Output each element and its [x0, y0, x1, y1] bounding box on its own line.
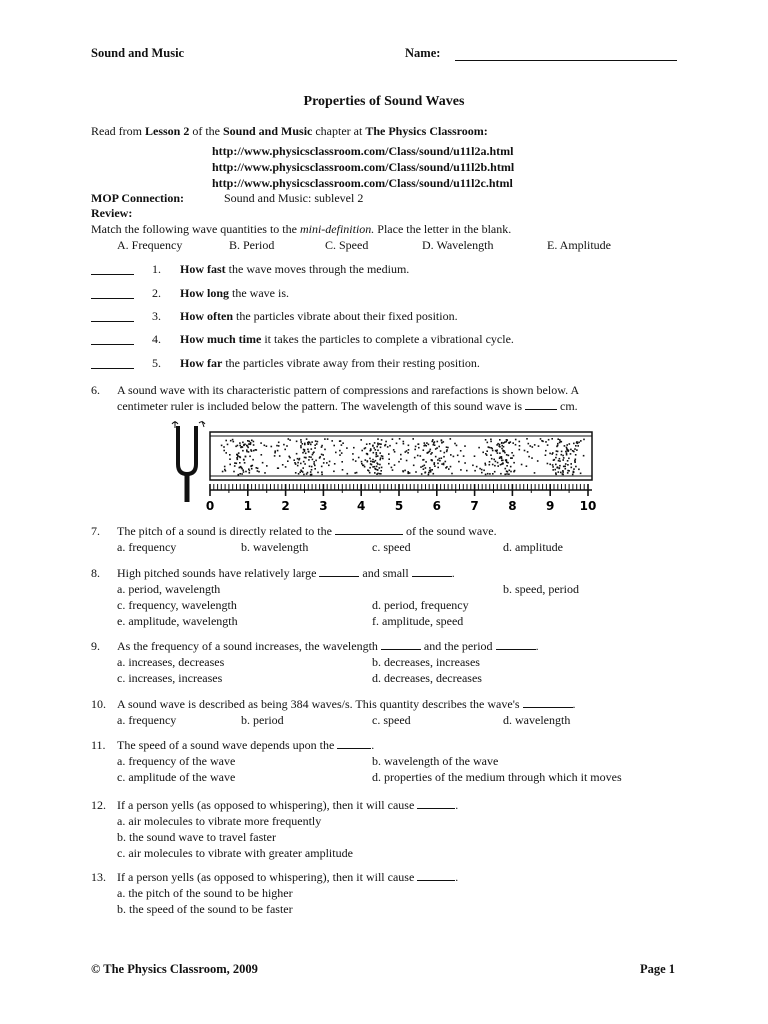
- answer-blank[interactable]: [91, 311, 134, 322]
- definition-text: How fast the wave moves through the medium.: [180, 262, 410, 276]
- answer-option[interactable]: c. increases, increases: [117, 671, 223, 685]
- answer-option[interactable]: b. wavelength: [241, 540, 309, 554]
- choice-b: B. Period: [229, 238, 275, 252]
- tuning-fork-icon: [172, 421, 205, 502]
- question-number: 7.: [91, 524, 100, 538]
- answer-option[interactable]: a. increases, decreases: [117, 655, 225, 669]
- question-stem: High pitched sounds have relatively large and small .: [117, 566, 455, 580]
- definition-number: 5.: [152, 356, 161, 370]
- answer-option[interactable]: f. amplitude, speed: [372, 614, 464, 628]
- answer-blank[interactable]: [337, 738, 371, 749]
- q6-line1: A sound wave with its characteristic pattern of compressions and rarefactions is shown below. A: [117, 383, 580, 397]
- answer-blank[interactable]: [91, 358, 134, 369]
- answer-blank[interactable]: [91, 288, 134, 299]
- question-stem: The speed of a sound wave depends upon the .: [117, 738, 375, 752]
- q6-number: 6.: [91, 383, 100, 397]
- question-number: 13.: [91, 870, 106, 884]
- ruler-label: 3: [319, 499, 328, 513]
- answer-blank[interactable]: [91, 264, 134, 275]
- answer-option[interactable]: d. amplitude: [503, 540, 563, 554]
- ruler-label: 5: [394, 499, 404, 513]
- choice-d: D. Wavelength: [422, 238, 494, 252]
- answer-option[interactable]: c. air molecules to vibrate with greater amplitude: [117, 846, 353, 860]
- course-title: Sound and Music: [91, 46, 185, 60]
- review-heading: Review:: [91, 206, 133, 220]
- answer-option[interactable]: b. decreases, increases: [372, 655, 480, 669]
- name-field[interactable]: [455, 60, 677, 61]
- answer-blank[interactable]: [381, 639, 421, 650]
- question-number: 10.: [91, 697, 106, 711]
- page-title: Properties of Sound Waves: [303, 94, 465, 109]
- answer-option[interactable]: e. amplitude, wavelength: [117, 614, 238, 628]
- ruler-label: 2: [281, 499, 290, 513]
- answer-option[interactable]: a. the pitch of the sound to be higher: [117, 886, 293, 900]
- answer-option[interactable]: d. period, frequency: [372, 598, 469, 612]
- definition-number: 1.: [152, 262, 161, 276]
- lesson-link-b[interactable]: http://www.physicsclassroom.com/Class/sound/u11l2b.html: [212, 160, 515, 174]
- answer-option[interactable]: a. frequency: [117, 540, 177, 554]
- ruler-label: 6: [432, 499, 441, 513]
- answer-blank[interactable]: [335, 524, 403, 535]
- answer-option[interactable]: c. amplitude of the wave: [117, 770, 236, 784]
- choice-e: E. Amplitude: [547, 238, 611, 252]
- definition-number: 4.: [152, 332, 161, 346]
- choice-a: A. Frequency: [117, 238, 183, 252]
- answer-option[interactable]: c. speed: [372, 713, 411, 727]
- ruler-label: 10: [579, 499, 597, 513]
- answer-blank[interactable]: [91, 334, 134, 345]
- lesson-link-a[interactable]: http://www.physicsclassroom.com/Class/sound/u11l2a.html: [212, 144, 514, 158]
- answer-option[interactable]: b. speed, period: [503, 582, 579, 596]
- question-number: 8.: [91, 566, 100, 580]
- question-number: 12.: [91, 798, 106, 812]
- q6-answer-blank[interactable]: [525, 399, 557, 410]
- answer-option[interactable]: a. frequency: [117, 713, 177, 727]
- answer-option[interactable]: a. period, wavelength: [117, 582, 221, 596]
- ruler-label: 1: [243, 499, 252, 513]
- name-label: Name:: [405, 46, 441, 60]
- answer-option[interactable]: b. wavelength of the wave: [372, 754, 499, 768]
- page-number: Page 1: [640, 962, 676, 976]
- answer-option[interactable]: d. properties of the medium through which it moves: [372, 770, 622, 784]
- answer-option[interactable]: d. decreases, decreases: [372, 671, 482, 685]
- question-stem: If a person yells (as opposed to whispering), then it will cause .: [117, 870, 459, 884]
- answer-blank[interactable]: [417, 870, 455, 881]
- answer-blank[interactable]: [496, 639, 536, 650]
- answer-blank[interactable]: [319, 566, 359, 577]
- air-column: [210, 432, 592, 480]
- answer-blank[interactable]: [412, 566, 452, 577]
- question-number: 9.: [91, 639, 100, 653]
- definition-text: How far the particles vibrate away from their resting position.: [180, 356, 480, 370]
- answer-option[interactable]: b. the speed of the sound to be faster: [117, 902, 293, 916]
- question-stem: The pitch of a sound is directly related to the of the sound wave.: [117, 524, 497, 538]
- q6-line2: centimeter ruler is included below the pattern. The wavelength of this sound wave is cm.: [117, 399, 578, 413]
- answer-option[interactable]: c. frequency, wavelength: [117, 598, 237, 612]
- answer-option[interactable]: d. wavelength: [503, 713, 571, 727]
- definition-number: 2.: [152, 286, 161, 300]
- mop-value: Sound and Music: sublevel 2: [224, 191, 364, 205]
- definition-text: How long the wave is.: [180, 286, 289, 300]
- definition-number: 3.: [152, 309, 161, 323]
- question-stem: As the frequency of a sound increases, the wavelength and the period .: [117, 639, 539, 653]
- answer-blank[interactable]: [523, 697, 573, 708]
- match-instructions: Match the following wave quantities to the mini-definition. Place the letter in the blank.: [91, 222, 512, 236]
- answer-blank[interactable]: [417, 798, 455, 809]
- definition-text: How often the particles vibrate about their fixed position.: [180, 309, 458, 323]
- centimeter-ruler: [206, 484, 597, 513]
- answer-option[interactable]: c. speed: [372, 540, 411, 554]
- ruler-label: 4: [357, 499, 366, 513]
- mop-label: MOP Connection:: [91, 191, 184, 205]
- question-number: 11.: [91, 738, 106, 752]
- answer-option[interactable]: a. frequency of the wave: [117, 754, 236, 768]
- sound-wave-figure: [166, 418, 606, 514]
- answer-option[interactable]: b. the sound wave to travel faster: [117, 830, 276, 844]
- intro-text: Read from Lesson 2 of the Sound and Music chapter at The Physics Classroom:: [91, 124, 488, 138]
- answer-option[interactable]: a. air molecules to vibrate more frequently: [117, 814, 322, 828]
- choice-c: C. Speed: [325, 238, 369, 252]
- footer-copyright: © The Physics Classroom, 2009: [91, 962, 258, 976]
- ruler-label: 9: [546, 499, 555, 513]
- question-stem: A sound wave is described as being 384 waves/s. This quantity describes the wave's .: [117, 697, 576, 711]
- answer-option[interactable]: b. period: [241, 713, 284, 727]
- ruler-label: 7: [470, 499, 479, 513]
- question-stem: If a person yells (as opposed to whispering), then it will cause .: [117, 798, 459, 812]
- ruler-label: 8: [508, 499, 517, 513]
- definition-text: How much time it takes the particles to complete a vibrational cycle.: [180, 332, 514, 346]
- ruler-label: 0: [205, 499, 215, 513]
- lesson-link-c[interactable]: http://www.physicsclassroom.com/Class/sound/u11l2c.html: [212, 176, 513, 190]
